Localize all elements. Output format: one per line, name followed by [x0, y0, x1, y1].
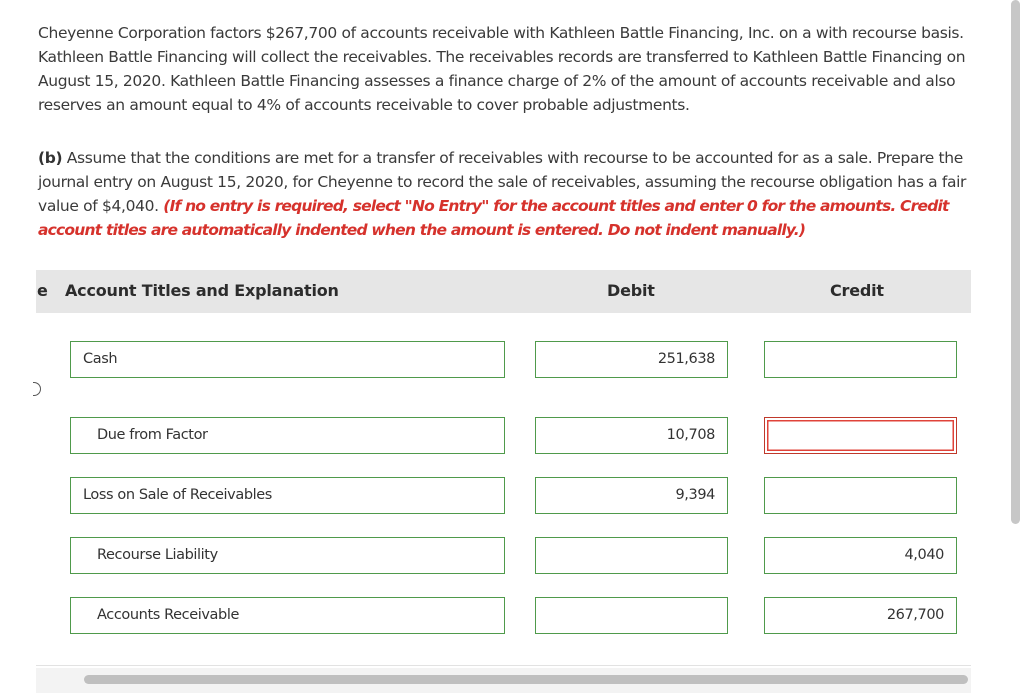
account-input-row-3[interactable]: Loss on Sale of Receivables: [70, 477, 505, 514]
credit-input-row-2[interactable]: [764, 417, 957, 454]
instruction-text: (If no entry is required, select "No Entry" for the account titles and enter 0 for the amounts. Credit account titles are automatically indented when the amount is entered. Do not indent manually.): [38, 197, 949, 239]
date-cell-partial: [33, 382, 41, 396]
problem-intro: Cheyenne Corporation factors $267,700 of accounts receivable with Kathleen Battle Financing, Inc. on a with recourse basis. Kathleen Battle Financing will collect the receivables. The receivables records are transferred to Kathleen Battle Financing on August 15, 2020. Kathleen Battle Financing assesses a finance charge of 2% of the amount of accounts receivable and also reserves an amount equal to 4% of accounts receivable to cover probable adjustments.: [38, 24, 966, 114]
debit-header: Debit: [607, 281, 655, 300]
account-titles-header: Account Titles and Explanation: [65, 281, 339, 300]
debit-input-row-5[interactable]: [535, 597, 728, 634]
debit-input-row-4[interactable]: [535, 537, 728, 574]
horizontal-scrollbar-thumb[interactable]: [84, 675, 968, 684]
credit-input-row-4[interactable]: 4,040: [764, 537, 957, 574]
part-label: (b): [38, 149, 63, 167]
credit-input-row-3[interactable]: [764, 477, 957, 514]
problem-part-b: [38, 146, 978, 242]
debit-input-row-3[interactable]: 9,394: [535, 477, 728, 514]
account-input-row-4[interactable]: Recourse Liability: [70, 537, 505, 574]
credit-header: Credit: [830, 281, 884, 300]
account-input-row-1[interactable]: Cash: [70, 341, 505, 378]
debit-input-row-1[interactable]: 251,638: [535, 341, 728, 378]
credit-input-row-1[interactable]: [764, 341, 957, 378]
credit-input-row-5[interactable]: 267,700: [764, 597, 957, 634]
account-input-row-2[interactable]: Due from Factor: [70, 417, 505, 454]
table-bottom-divider: [36, 665, 971, 666]
part-text: Assume that the conditions are met for a transfer of receivables with recourse to be accounted for as a sale. Prepare the journal entry on August 15, 2020, for Cheyenne to record the sale of receivables, assuming the recourse obligation has a fair value of $4,040.: [38, 149, 967, 215]
account-input-row-5[interactable]: Accounts Receivable: [70, 597, 505, 634]
debit-input-row-2[interactable]: 10,708: [535, 417, 728, 454]
vertical-scrollbar-thumb[interactable]: [1011, 0, 1020, 524]
date-column-header-partial: e: [37, 281, 48, 300]
